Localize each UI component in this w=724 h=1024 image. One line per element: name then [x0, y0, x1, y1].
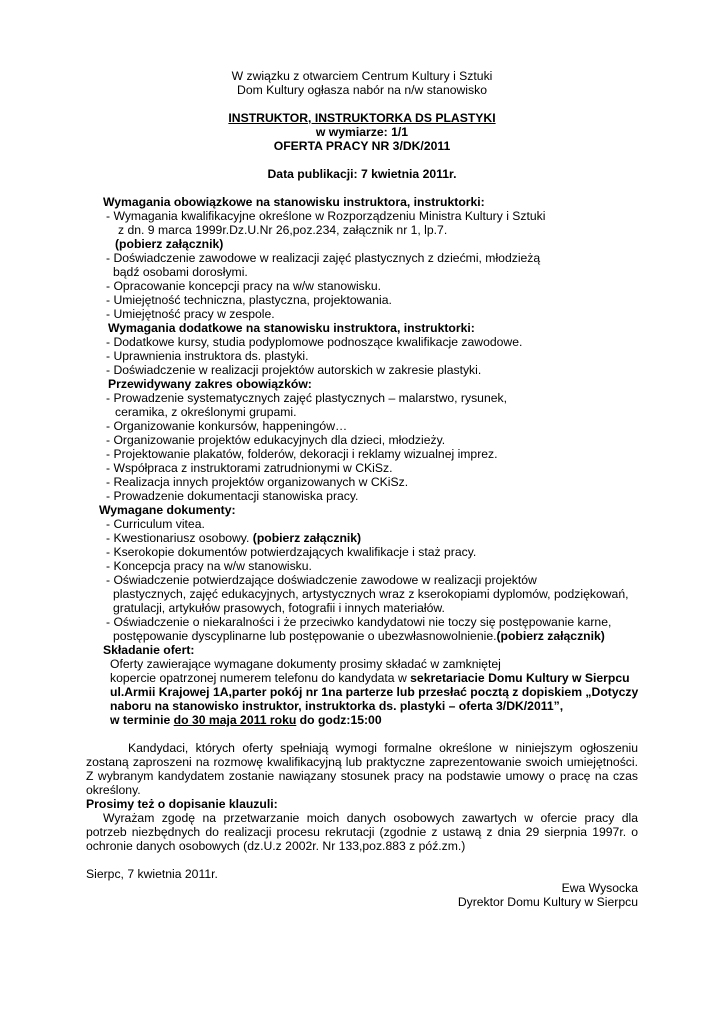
- duties-item-3: - Organizowanie projektów edukacyjnych dla dzieci, młodzieży.: [106, 433, 446, 447]
- mandatory-item-3: - Opracowanie koncepcji pracy na w/w stanowisku.: [106, 279, 382, 293]
- mandatory-item-1b: z dn. 9 marca 1999r.Dz.U.Nr 26,poz.234, załącznik nr 1, lp.7.: [118, 223, 448, 237]
- mandatory-item-2a: - Doświadczenie zawodowe w realizacji zajęć plastycznych z dziećmi, młodzieżą: [106, 251, 541, 265]
- duties-item-7: - Prowadzenie dokumentacji stanowiska pracy.: [106, 489, 359, 503]
- submission-line-4: naboru na stanowisko instruktor, instruktorka ds. plastyki – oferta 3/DK/2011”,: [110, 699, 564, 713]
- duties-heading: Przewidywany zakres obowiązków:: [108, 377, 312, 391]
- additional-heading: Wymagania dodatkowe na stanowisku instruktora, instruktorki:: [108, 321, 475, 335]
- clause-heading: Prosimy też o dopisanie klauzuli:: [86, 797, 278, 811]
- closing-line-2: zostaną zaproszeni na rozmowę kwalifikacyjną lub praktyczne zaprezentowanie swoich umiejętności.: [86, 755, 638, 769]
- signatory-name: Ewa Wysocka: [561, 881, 638, 895]
- secretariat-location: sekretariacie Domu Kultury w Sierpcu: [410, 671, 630, 685]
- documents-item-2: [106, 531, 361, 545]
- duties-item-4: - Projektowanie plakatów, folderów, dekoracji i reklamy wizualnej imprez.: [106, 447, 498, 461]
- duties-item-6: - Realizacja innych projektów organizowanych w CKiSz.: [106, 475, 409, 489]
- mandatory-item-1a: - Wymagania kwalifikacyjne określone w Rozporządzeniu Ministra Kultury i Sztuki: [106, 209, 546, 223]
- clause-line-1: Wyrażam zgodę na przetwarzanie moich danych osobowych zawartych w ofercie pracy dla: [103, 811, 638, 825]
- position-title: INSTRUKTOR, INSTRUKTORKA DS PLASTYKI: [228, 111, 496, 125]
- attachment-link-2[interactable]: (pobierz załącznik): [252, 531, 362, 545]
- documents-item-5c: gratulacji, artykułów prasowych, fotografii i innych materiałów.: [113, 601, 445, 615]
- intro-line-2: Dom Kultury ogłasza nabór na n/w stanowisko: [237, 83, 487, 97]
- offer-number: OFERTA PRACY NR 3/DK/2011: [273, 139, 451, 153]
- closing-line-4: określony.: [86, 783, 141, 797]
- documents-item-2-text: - Kwestionariusz osobowy.: [106, 531, 250, 545]
- mandatory-item-4: - Umiejętność techniczna, plastyczna, projektowania.: [106, 293, 392, 307]
- submission-deadline: [110, 713, 382, 727]
- mandatory-item-5: - Umiejętność pracy w zespole.: [106, 307, 275, 321]
- publication-date: Data publikacji: 7 kwietnia 2011r.: [267, 167, 457, 181]
- duties-item-1b: ceramika, z określonymi grupami.: [115, 405, 297, 419]
- submission-line-3: ul.Armii Krajowej 1A,parter pokój nr 1na parterze lub przesłać pocztą z dopiskiem „Dotyczy: [110, 685, 639, 699]
- additional-item-1: - Dodatkowe kursy, studia podyplomowe podnoszące kwalifikacje zawodowe.: [106, 335, 523, 349]
- deadline-prefix: w terminie: [110, 713, 174, 727]
- submission-line-2-text: kopercie opatrzonej numerem telefonu do kandydata w: [110, 671, 411, 685]
- documents-heading: Wymagane dokumenty:: [99, 503, 236, 517]
- deadline-suffix: do godz:15:00: [296, 713, 382, 727]
- deadline-date: do 30 maja 2011 roku: [173, 713, 297, 727]
- submission-heading: Składanie ofert:: [103, 643, 195, 657]
- intro-line-1: W związku z otwarciem Centrum Kultury i Sztuki: [231, 69, 493, 83]
- attachment-link-3[interactable]: (pobierz załącznik): [496, 629, 605, 643]
- mandatory-heading: Wymagania obowiązkowe na stanowisku instruktora, instruktorki:: [103, 195, 485, 209]
- duties-item-1a: - Prowadzenie systematycznych zajęć plastycznych – malarstwo, rysunek,: [106, 391, 507, 405]
- workload: w wymiarze: 1/1: [315, 125, 409, 139]
- closing-line-1: Kandydaci, których oferty spełniają wymogi formalne określone w niniejszym ogłoszeniu: [128, 741, 638, 755]
- documents-item-5b: plastycznych, zajęć edukacyjnych, artystycznych wraz z kserokopiami dyplomów, podziękowań,: [113, 587, 629, 601]
- documents-item-5a: - Oświadczenie potwierdzające doświadczenie zawodowe w realizacji projektów: [106, 573, 537, 587]
- signatory-title: Dyrektor Domu Kultury w Sierpcu: [457, 895, 638, 909]
- mandatory-item-2b: bądź osobami dorosłymi.: [113, 265, 248, 279]
- closing-line-3: Z wybranym kandydatem zostanie nawiązany stosunek pracy na podstawie umowy o pracę na czas: [86, 769, 638, 783]
- attachment-link-1[interactable]: (pobierz załącznik): [115, 237, 224, 251]
- submission-line-2: [110, 671, 630, 685]
- submission-line-1: Oferty zawierające wymagane dokumenty prosimy składać w zamkniętej: [110, 657, 501, 671]
- documents-item-6a: - Oświadczenie o niekaralności i że przeciwko kandydatowi nie toczy się postępowanie karne,: [106, 615, 612, 629]
- documents-item-6b: [113, 629, 605, 643]
- documents-item-1: - Curriculum vitea.: [106, 517, 205, 531]
- additional-item-2: - Uprawnienia instruktora ds. plastyki.: [106, 349, 309, 363]
- additional-item-3: - Doświadczenie w realizacji projektów autorskich w zakresie plastyki.: [106, 363, 482, 377]
- documents-item-4: - Koncepcja pracy na w/w stanowisku.: [106, 559, 312, 573]
- documents-item-6b-text: postępowanie dyscyplinarne lub postępowanie o ubezwłasnowolnienie.: [113, 629, 497, 643]
- clause-line-3: ochronie danych osobowych (dz.U.z 2002r. Nr 133,poz.883 z póź.zm.): [86, 839, 466, 853]
- duties-item-5: - Współpraca z instruktorami zatrudnionymi w CKiSz.: [106, 461, 393, 475]
- duties-item-2: - Organizowanie konkursów, happeningów…: [106, 419, 348, 433]
- clause-line-2: potrzeb niezbędnych do realizacji procesu rekrutacji (zgodnie z ustawą z dnia 29 sierpnia 1997r. o: [86, 825, 638, 839]
- documents-item-3: - Kserokopie dokumentów potwierdzających kwalifikacje i staż pracy.: [106, 545, 477, 559]
- place-date: Sierpc, 7 kwietnia 2011r.: [86, 867, 218, 881]
